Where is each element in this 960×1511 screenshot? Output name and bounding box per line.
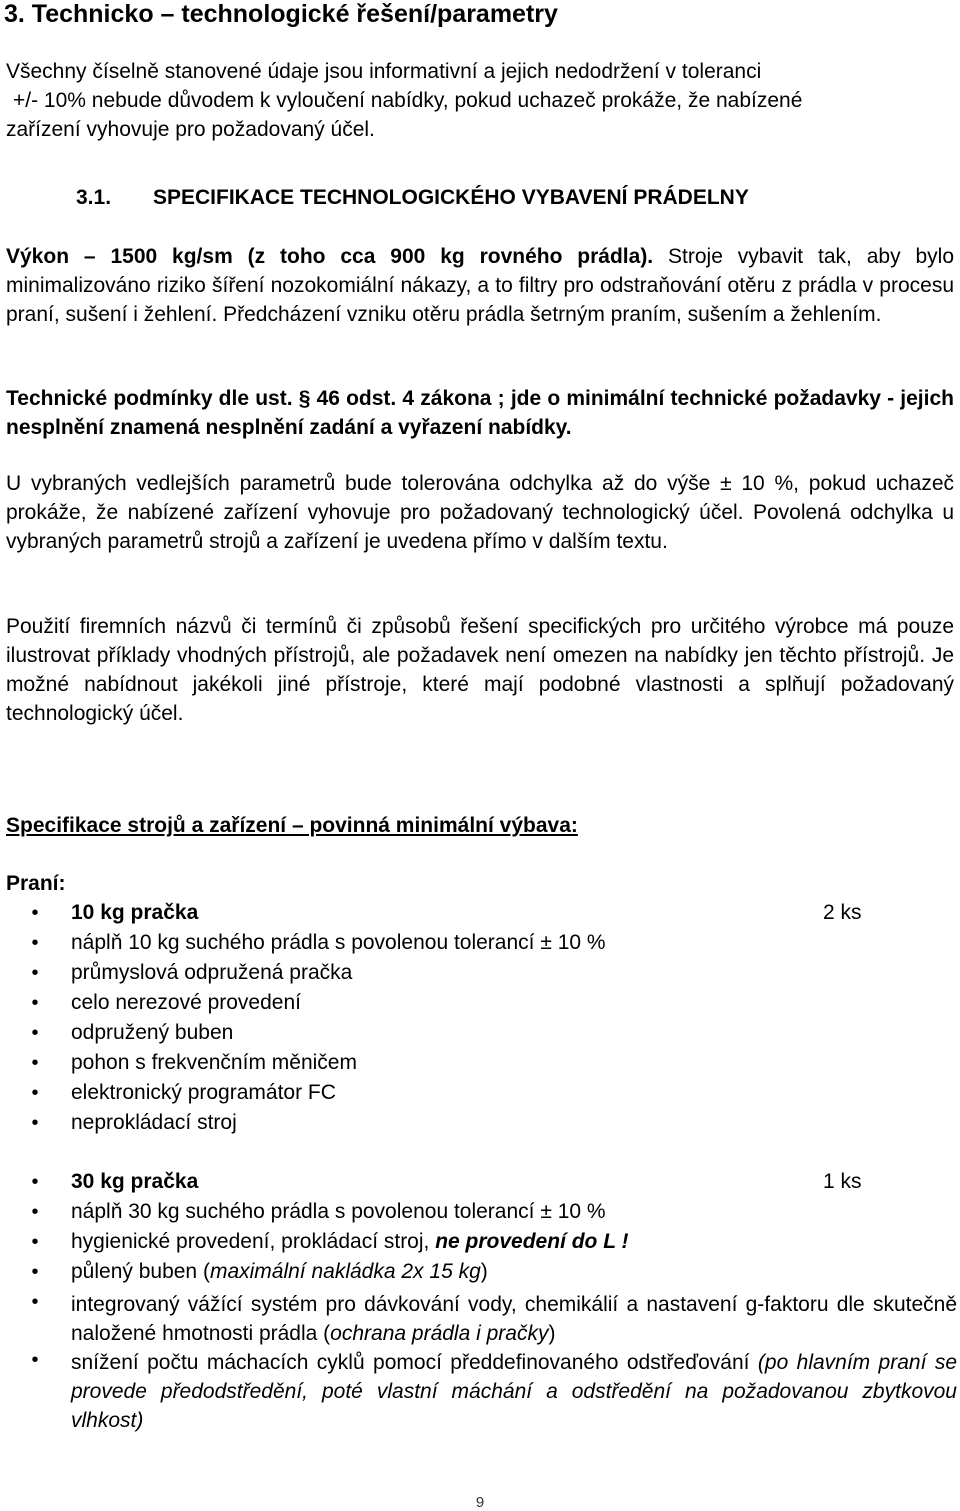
machine1-item: celo nerezové provedení	[71, 991, 301, 1014]
machine1-item: průmyslová odpružená pračka	[71, 961, 353, 984]
machine2-item3-text-a: půlený buben (	[71, 1260, 210, 1283]
machine2-item2-text: hygienické provedení, prokládací stroj,	[71, 1230, 436, 1253]
conditions-paragraph	[6, 384, 954, 442]
intro-line-1: Všechny číselně stanovené údaje jsou informativní a jejich nedodržení v toleranci	[6, 60, 762, 83]
bullet-icon: •	[31, 902, 39, 924]
machine2-qty: 1 ks	[823, 1170, 862, 1193]
capacity-paragraph	[6, 242, 954, 329]
machine2-item4-text-c: )	[548, 1322, 556, 1345]
bullet-icon: •	[31, 1261, 39, 1283]
names-text-2: Je možné nabídnout jakékoli jiné přístroje, které mají podobné vlastnosti a splňují požadovaný technologický účel.	[6, 644, 954, 725]
machine1-item: elektronický programátor FC	[71, 1081, 336, 1104]
machine2-item	[71, 1348, 957, 1435]
intro-line-2: +/- 10% nebude důvodem k vyloučení nabídky, pokud uchazeč prokáže, že nabízené	[13, 89, 803, 112]
page-number: 9	[475, 1494, 485, 1511]
bullet-icon: •	[31, 1349, 39, 1371]
tolerance-paragraph: U vybraných vedlejších parametrů bude tolerována odchylka až do výše ± 10 %, pokud uchazeč prokáže, že nabízené zařízení vyhovuje pro požadovaný technologický účel. Povolená odchylka u vybraných parametrů strojů a zařízení je uvedena přímo v dalším textu.	[6, 472, 954, 553]
machine2-item	[71, 1290, 957, 1348]
machine1-qty: 2 ks	[823, 901, 862, 924]
bullet-icon: •	[31, 992, 39, 1014]
bullet-icon: •	[31, 1291, 39, 1313]
bullet-icon: •	[31, 1171, 39, 1193]
section-number: 3.1.	[76, 186, 112, 209]
machine2-item3-italic: maximální nakládka 2x 15 kg	[209, 1260, 481, 1283]
machine2-item4-italic: ochrana prádla i pračky	[330, 1322, 549, 1345]
bullet-icon: •	[31, 932, 39, 954]
conditions-text-1: Technické podmínky dle ust.	[6, 387, 299, 410]
section-title: SPECIFIKACE TECHNOLOGICKÉHO VYBAVENÍ PRÁDELNY	[153, 186, 749, 209]
machine1-item: náplň 10 kg suchého prádla s povolenou tolerancí ± 10 %	[71, 931, 606, 954]
paragraph-sign: §	[298, 387, 311, 410]
washing-heading: Praní:	[6, 872, 66, 895]
page-heading: 3. Technicko – technologické řešení/parametry	[4, 0, 558, 28]
bullet-icon: •	[31, 962, 39, 984]
bullet-icon: •	[31, 1022, 39, 1044]
machine1-name: 10 kg pračka	[71, 901, 199, 924]
machine1-item: odpružený buben	[71, 1021, 234, 1044]
machine2-item: náplň 30 kg suchého prádla s povolenou tolerancí ± 10 %	[71, 1200, 606, 1223]
capacity-bold: Výkon – 1500 kg/sm (z toho cca 900 kg rovného prádla).	[6, 245, 654, 268]
bullet-icon: •	[31, 1082, 39, 1104]
machine2-name: 30 kg pračka	[71, 1170, 199, 1193]
machine2-item5-italic: (po hlavním praní se provede předodstředění, poté vlastní máchání a odstředění na požadovanou zbytkovou vlhkost)	[71, 1351, 957, 1432]
machine1-item: neprokládací stroj	[71, 1111, 237, 1134]
machine2-item4-text-a: integrovaný vážící systém pro dávkování vody, chemikálií a nastavení g-faktoru dle skutečně naložené hmotnosti prádla (	[71, 1293, 957, 1345]
machine2-item5-text-a: snížení počtu máchacích cyklů pomocí předdefinovaného odstřeďování	[71, 1351, 758, 1374]
spec-heading: Specifikace strojů a zařízení – povinná minimální výbava:	[6, 814, 578, 837]
names-text-1: Použití firemních názvů či termínů či způsobů řešení specifických pro určitého výrobce má pouze ilustrovat příklady vhodných přístrojů, ale požadavek není omezen na nabídky jen těchto přístrojů.	[6, 615, 954, 667]
bullet-icon: •	[31, 1052, 39, 1074]
conditions-text-2: 46 odst. 4 zákona ; jde o minimální technické požadavky - jejich nesplnění znamená nesplnění zadání a vyřazení nabídky.	[6, 387, 954, 439]
machine2-item3-text-c: )	[480, 1260, 488, 1283]
machine2-item	[71, 1260, 488, 1284]
machine2-item	[71, 1230, 629, 1254]
machine2-item2-emphasis: ne provedení do L !	[435, 1230, 629, 1253]
machine1-item: pohon s frekvenčním měničem	[71, 1051, 357, 1074]
capacity-rest: Stroje vybavit tak, aby bylo minimalizováno riziko šíření nozokomiální nákazy, a to filtry pro odstraňování otěru z prádla v procesu praní, sušení i žehlení. Předcházení vzniku otěru prádla šetrným praním, sušením a žehlením.	[6, 245, 954, 326]
intro-line-3: zařízení vyhovuje pro požadovaný účel.	[6, 118, 375, 141]
names-paragraph	[6, 612, 954, 728]
bullet-icon: •	[31, 1231, 39, 1253]
bullet-icon: •	[31, 1112, 39, 1134]
bullet-icon: •	[31, 1201, 39, 1223]
